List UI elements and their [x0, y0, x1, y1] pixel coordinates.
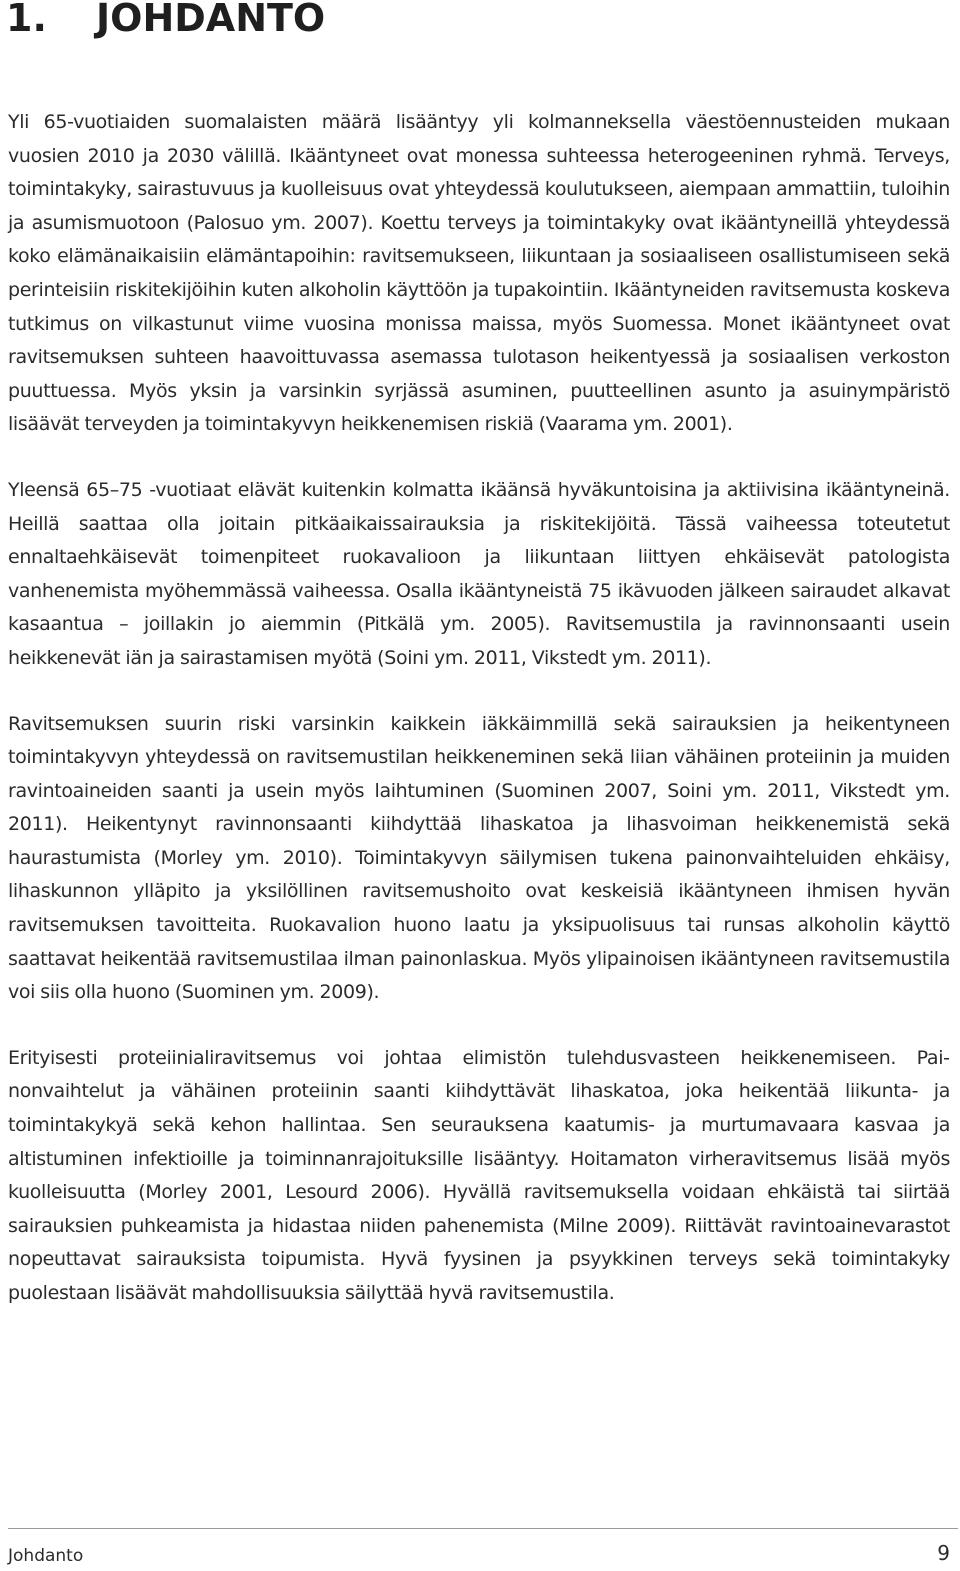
paragraph-3: Ravitsemuksen suurin riski varsinkin kaikkein iäkkäimmillä sekä sairauksien ja heikentyneen toimintakyvyn yhteydessä on ravitsemustilan heikkeneminen sekä liian vähäinen proteiinin ja muiden ravintoaineiden saanti ja usein myös laihtuminen (Suominen 2007, Soini ym. 2011, Vikstedt ym. 2011). Heikentynyt ravinnonsaanti kiihdyttää lihaskatoa ja lihasvoiman heikkenemistä sekä haurastumista (Morley ym. 2010). Toimintakyvyn säilymisen tukena painonvaihteluiden ehkäisy, lihaskunnon ylläpito ja yksilöllinen ravitsemushoito ovat keskeisiä ikääntyneen ihmisen hyvän ravitsemuksen tavoitteita. Ruokavalion huono laatu ja yksipuolisuus tai runsas alkoholin käyttö saattavat heikentää ravitsemustilaa ilman painonlaskua. Myös ylipainoisen ikääntyneen ravitsemustila voi siis olla huono (Suominen ym. 2009). — [8, 712, 950, 1004]
chapter-title: JOHDANTO — [96, 0, 326, 40]
paragraph-2: Yleensä 65–75 -vuotiaat elävät kuitenkin kolmatta ikäänsä hyväkuntoisina ja aktiivisina ikääntyneinä. Heillä saattaa olla joitain pitkäaikaissairauksia ja riskitekijöitä. Tässä vaiheessa toteutetut ennaltaehkäisevät toimenpiteet ruokavalioon ja liikuntaan liittyen ehkäisevät patologista vanhenemista myöhemmässä vaiheessa. Osalla ikääntyneistä 75 ikävuoden jälkeen sairaudet alkavat kasaantua – joillakin jo aiemmin (Pitkälä ym. 2005). Ravitsemustila ja ravinnonsaanti usein heikkenevät iän ja sairastamisen myötä (Soini ym. 2011, Vikstedt ym. 2011). — [8, 478, 950, 669]
chapter-number: 1. — [6, 0, 47, 40]
footer-section-label: Johdanto — [8, 1546, 84, 1566]
chapter-heading — [6, 0, 325, 42]
footer-divider — [8, 1528, 958, 1529]
paragraph-1: Yli 65-vuotiaiden suomalaisten määrä lisääntyy yli kolmanneksella väestöennusteiden mukaan vuosien 2010 ja 2030 välillä. Ikääntyneet ovat monessa suhteessa heterogeeninen ryhmä. Terveys, toimintakyky, sairastuvuus ja kuolleisuus ovat yhteydessä koulutukseen, aiempaan ammattiin, tuloihin ja asumismuotoon (Palosuo ym. 2007). Koettu terveys ja toimintakyky ovat ikääntyneillä yhteydessä koko elämänaikaisiin elämäntapoihin: ravitsemukseen, liikuntaan ja sosiaaliseen osallistumiseen sekä perinteisiin riskitekijöihin kuten alkoholin käyttöön ja tupakointiin. Ikääntyneiden ravitsemusta koskeva tutkimus on vilkastunut viime vuosina monissa maissa, myös Suomessa. Monet ikääntyneet ovat ravitsemuksen suhteen haavoittuvassa asemassa tulotason heikentyessä ja sosiaalisen verkoston puuttuessa. Myös yksin ja varsinkin syrjässä asuminen, puutteellinen asunto ja asuinympäristö lisäävät terveyden ja toimintakyvyn heikkenemisen riskiä (Vaarama ym. 2001). — [8, 111, 950, 436]
body-text — [8, 106, 950, 1343]
page-number: 9 — [937, 1541, 950, 1565]
paragraph-4: Erityisesti proteiinialiravitsemus voi johtaa elimistön tulehdusvasteen heikkenemiseen. Painonvaihtelut ja vähäinen proteiinin saanti kiihdyttävät lihaskatoa, joka heikentää liikunta- ja toimintakykyä sekä kehon hallintaa. Sen seurauksena kaatumis- ja murtumavaara kasvaa ja altistuminen infektioille ja toiminnanrajoituksille lisääntyy. Hoitamaton virheravitsemus lisää myös kuolleisuutta (Morley 2001, Lesourd 2006). Hyvällä ravitsemuksella voidaan ehkäistä tai siirtää sairauksien puhkeamista ja hidastaa niiden pahenemista (Milne 2009). Riittävät ravintoainevarastot nopeuttavat sairauksista toipumista. Hyvä fyysinen ja psyykkinen terveys sekä toimintakyky puolestaan lisäävät mahdollisuuksia säilyttää hyvä ravitsemustila. — [8, 1046, 950, 1304]
